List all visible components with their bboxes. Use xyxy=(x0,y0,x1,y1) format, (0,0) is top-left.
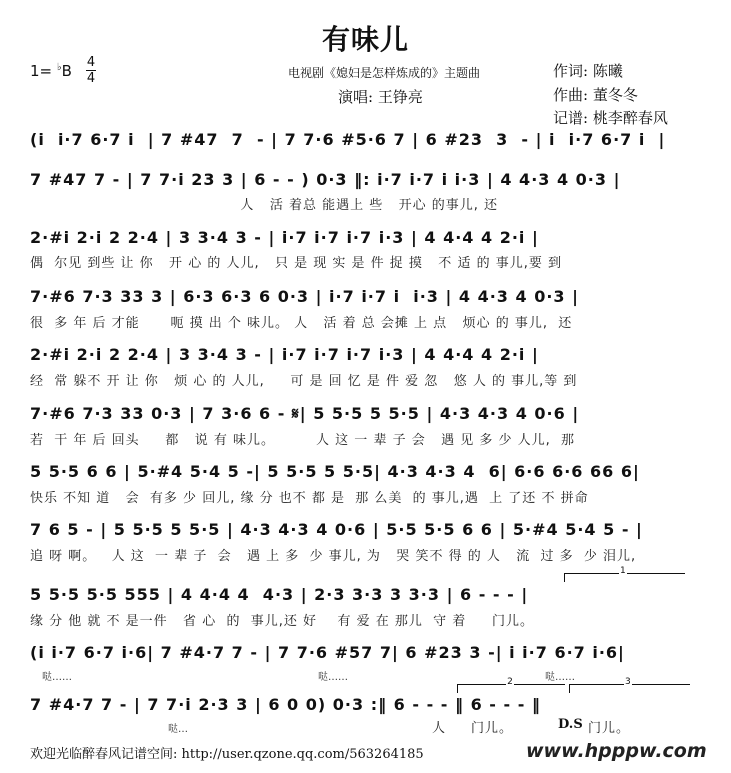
watermark: www.hpppw.com xyxy=(526,740,707,762)
notation-line: 2·#i 2·i 2 2·4 | 3 3·4 3 - | i·7 i·7 i·7 i·3 | 4 4·4 4 2·i | xyxy=(30,345,539,364)
lyric-line: 经 常 躲不 开 让 你 烦 心 的 人儿, 可 是 回 忆 是 件 爱 忽 悠 人 的 事儿,等 到 xyxy=(30,374,578,389)
notation-line: 7·#6 7·3 33 3 | 6·3 6·3 6 0·3 | i·7 i·7 i i·3 | 4 4·3 4 0·3 | xyxy=(30,287,579,306)
lyricist: 作词: 陈曦 xyxy=(553,62,623,80)
time-signature: 4 4 xyxy=(86,55,96,86)
singer: 演唱: 王铮亮 xyxy=(338,88,423,106)
notation-line: 5 5·5 6 6 | 5·#4 5·4 5 -| 5 5·5 5 5·5| 4·3 4·3 4 6| 6·6 6·6 66 6| xyxy=(30,462,640,481)
lyric-end-3: 门儿。 xyxy=(588,721,631,736)
notation-line: 5 5·5 5·5 555 | 4 4·4 4 4·3 | 2·3 3·3 3 3·3 | 6 - - - | xyxy=(30,585,529,604)
transcriber: 记谱: 桃李醉春风 xyxy=(553,109,668,127)
subtitle: 电视剧《媳妇是怎样炼成的》主题曲 xyxy=(288,66,481,80)
notation-line: 7·#6 7·3 33 0·3 | 7 3·6 6 - 𝄋| 5 5·5 5 5·5 | 4·3 4·3 4 0·6 | xyxy=(30,404,580,423)
volta-bracket-2: 2 xyxy=(457,684,565,693)
volta-bracket-1: 1 xyxy=(564,573,685,582)
lyric-line: 若 干 年 后 回头 都 说 有 味儿。 人 这 一 辈 子 会 遇 见 多 少 人儿, 那 xyxy=(30,433,576,448)
notation-line: 2·#i 2·i 2 2·4 | 3 3·4 3 - | i·7 i·7 i·7 i·3 | 4 4·4 4 2·i | xyxy=(30,228,539,247)
lyric-line: 快乐 不知 道 会 有多 少 回儿, 缘 分 也不 都 是 那 么美 的 事儿,遇 上 了还 不 拼命 xyxy=(30,491,589,506)
lyric-line: 偶 尔见 到些 让 你 开 心 的 人儿, 只 是 现 实 是 件 捉 摸 不 适 的 事儿,要 到 xyxy=(30,256,562,271)
notation-line: (i i·7 6·7 i·6| 7 #4·7 7 - | 7 7·6 #57 7| 6 #23 3 -| i i·7 6·7 i·6| xyxy=(30,643,625,662)
key-signature: 1= ♭B xyxy=(30,62,72,80)
lyric-end-2: 门儿。 xyxy=(471,721,514,736)
small-lyric: 哒… xyxy=(168,724,188,735)
small-lyric: 哒…… xyxy=(318,672,348,683)
lyric-end-1: 人 xyxy=(432,721,447,736)
notation-line: 7 #4·7 7 - | 7 7·i 2·3 3 | 6 0 0) 0·3 :‖ 6 - - - ‖ 6 - - - ‖ xyxy=(30,695,541,714)
volta-bracket-3: 3 xyxy=(569,684,690,693)
small-lyric: 哒…… xyxy=(42,672,72,683)
page-title: 有味儿 xyxy=(321,23,409,56)
notation-line: 7 #47 7 - | 7 7·i 23 3 | 6 - - ) 0·3 ‖: i·7 i·7 i i·3 | 4 4·3 4 0·3 | xyxy=(30,170,621,189)
lyric-line: 缘 分 他 就 不 是一件 省 心 的 事儿,还 好 有 爱 在 那儿 守 着 门儿。 xyxy=(30,614,534,629)
dal-segno-mark: D.S xyxy=(558,717,583,732)
lyric-line: 很 多 年 后 才能 呃 摸 出 个 味儿。 人 活 着 总 会摊 上 点 烦心 的 事儿, 还 xyxy=(30,316,573,331)
small-lyric: 哒…… xyxy=(545,672,575,683)
footer-text: 欢迎光临醉春风记谱空间: http://user.qzone.qq.com/563264185 xyxy=(30,747,424,762)
composer: 作曲: 董冬冬 xyxy=(553,86,638,104)
notation-line: 7 6 5 - | 5 5·5 5 5·5 | 4·3 4·3 4 0·6 | 5·5 5·5 6 6 | 5·#4 5·4 5 - | xyxy=(30,520,643,539)
lyric-line: 人 活 着总 能遇上 些 开心 的事儿, 还 xyxy=(30,198,499,213)
lyric-line: 追 呀 啊。 人 这 一 辈 子 会 遇 上 多 少 事儿, 为 哭 笑不 得 的 人 流 过 多 少 泪儿, xyxy=(30,549,637,564)
notation-line: (i i·7 6·7 i | 7 #47 7 - | 7 7·6 #5·6 7 | 6 #23 3 - | i i·7 6·7 i | xyxy=(30,130,666,149)
